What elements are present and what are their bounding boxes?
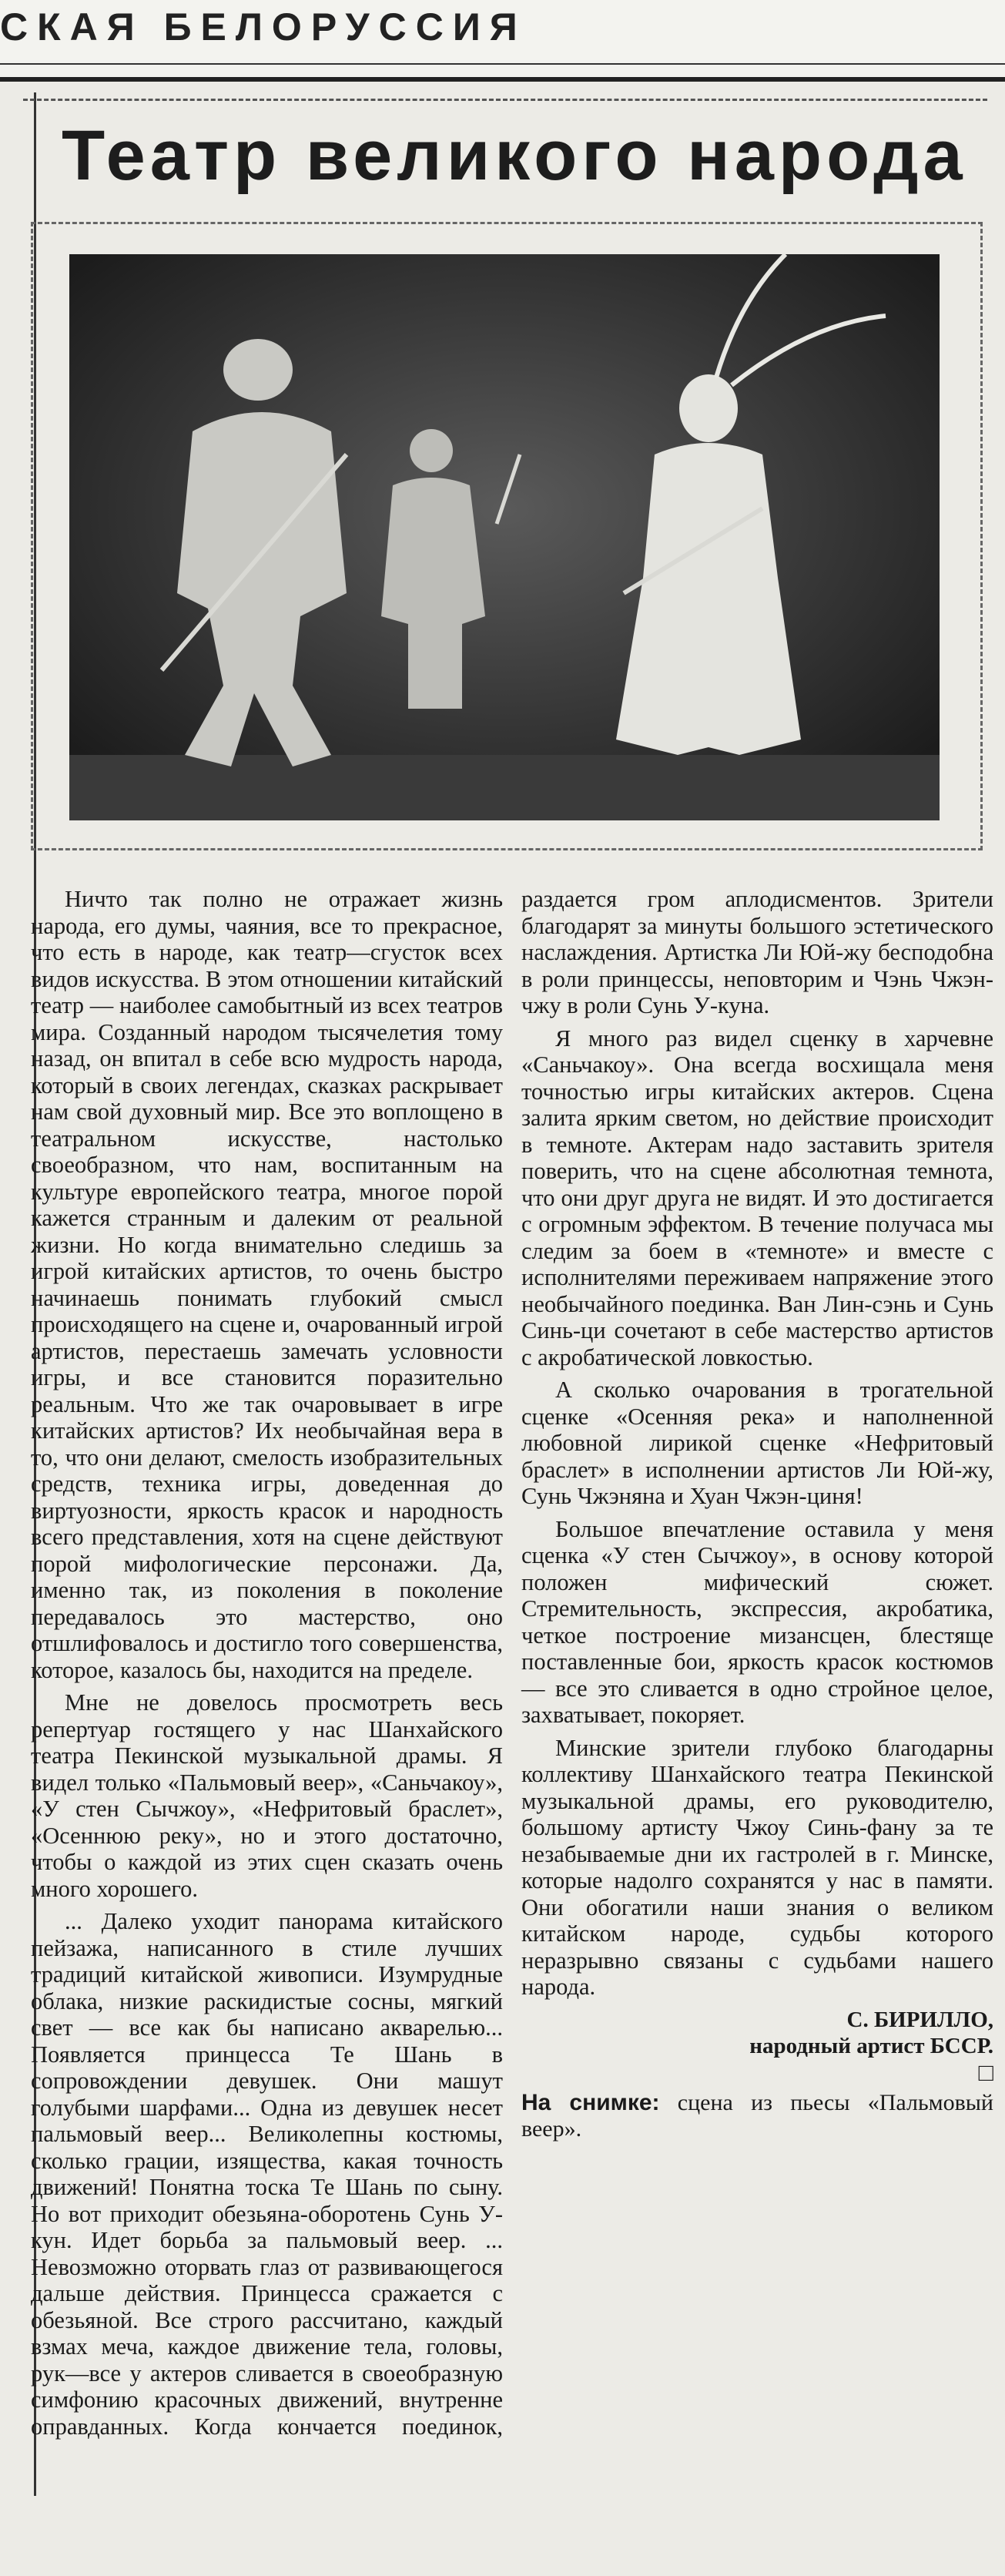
author-title: народный артист БССР. xyxy=(749,2033,993,2058)
stage-photo-illustration xyxy=(69,254,940,820)
stage-photo-image xyxy=(69,254,940,820)
end-mark: □ xyxy=(978,2058,993,2086)
caption-label: На снимке: xyxy=(521,2089,660,2115)
article-paragraph: А сколько очарования в трогательной сценке «Осенняя река» и наполненной любовной лирикой сценке «Нефритовый браслет» в исполнении артистов Ли Юй-жу, Сунь Чжэняна и Хуан Чжэн-циня! xyxy=(521,1377,993,1509)
article-paragraph: Я много раз видел сценку в харчевне «Саньчакоу». Она всегда восхищала меня точностью игры китайских актеров. Сцена залита ярким светом, но действие происходит в темноте. Актерам надо заставить зрителя поверить, что на сцене абсолютная темнота, что они друг друга не видят. И это достигается с огромным эффектом. В течение получаса мы следим за боем в «темноте» и вместе с исполнителями переживаем напряжение этого необычайного поединка. Ван Лин-сэнь и Сунь Синь-ци сочетают в себе мастерство артистов с акробатической ловкостью. xyxy=(521,1025,993,1370)
masthead-title: СКАЯ БЕЛОРУССИЯ xyxy=(0,5,527,49)
article-headline: Театр великого народа xyxy=(62,116,967,195)
photo-caption xyxy=(521,2090,993,2142)
masthead-rule xyxy=(0,63,1005,65)
article-paragraph: ... Далеко уходит панорама китайского пейзажа, написанного в стиле лучших традиций китайской живописи. Изумрудные облака, низкие раскидистые сосны, мягкий свет — все как бы написано акварелью... Появляется принцесса Те Шань в сопровождении девушек. Они машут голубыми шарфами... Одна из девушек несет пальмовый веер... Великолепны костюмы, сколько грации, изящества, какая точность движений! Понятна тоска Те Шань по сыну. Но вот приходит обезьяна-оборотень Сунь У-кун. Идет борьба за пальмовый веер. ... Невозможно оторвать глаз от развивающегося дальше действия. Принцесса сражается с обезьяной. Все строго рассчитано, каждый взмах меча, каждое движение тела, головы, рук—все у актеров сливается в своеобразную симфонию красочных движений, внутренне оправданных. Когда кончается поединок, раздается гром аплодисментов. Зрители благодарят за минуты большого эстетического наслаждения. Артистка Ли Юй-жу бесподобна в роли принцессы, неповторим и Чэнь Чжэн-чжу в роли Сунь У-куна. xyxy=(31,886,993,2440)
author-name: С. БИРИЛЛО, xyxy=(846,2007,993,2032)
article-paragraph: Минские зрители глубоко благодарны коллективу Шанхайского театра Пекинской музыкальной драмы, его руководителю, большому артисту Чжоу Синь-фану за те незабываемые дни их гастролей в г. Минске, которые надолго сохранятся у нас в памяти. Они обогатили наши знания о великом китайском народе, судьбы которого неразрывно связаны с судьбами нашего народа. xyxy=(521,1734,993,2000)
article-paragraph: Большое впечатление оставила у меня сценка «У стен Сычжоу», в основу которой положен мифический сюжет. Стремительность, экспрессия, акробатика, четкое построение мизансцен, блестяще поставленные бои, яркость красок костюмов — все это сливается в одно стройное целое, захватывает, покоряет. xyxy=(521,1515,993,1728)
caption-text: сцена из пьесы «Пальмовый веер». xyxy=(521,2089,993,2142)
article-paragraph: Ничто так полно не отражает жизнь народа, его думы, чаяния, все то прекрасное, что есть в народе, как театр—сгусток всех видов искусства. В этом отношении китайский театр — наиболее самобытный из всех театров мира. Созданный народом тысячелетия тому назад, он впитал в себе всю мудрость народа, который в своих легендах, сказках раскрывает нам свой духовный мир. Все это воплощено в театральном искусстве, настолько своеобразном, что нам, воспитанным на культуре европейского театра, многое порой кажется странным и далеким от реальной жизни. Но когда внимательно следишь за игрой китайских артистов, то очень быстро начинаешь понимать глубокий смысл происходящего на сцене и, очарованный игрой артистов, перестаешь замечать условности игры, и все становится поразительно реальным. Что же так очаровывает в игре китайских артистов? Их необычайная вера в то, что они делают, смелость изобразительных средств, техника игры, доведенная до виртуозности, яркость красок и народность всего представления, хотя на сцене действуют порой мифологические персонажи. Да, именно так, из поколения в поколение передавалось это мастерство, оно отшлифовалось и достигло того совершенства, которое, казалось бы, находится на пределе. xyxy=(31,886,503,1683)
article-paragraph: Мне не довелось просмотреть весь репертуар гостящего у нас Шанхайского театра Пекинской музыкальной драмы. Я видел только «Пальмовый веер», «Саньчакоу», «У стен Сычжоу», «Нефритовый браслет», «Осеннюю реку», но и этого достаточно, чтобы о каждой из этих сцен сказать очень много хорошего. xyxy=(31,1689,503,1902)
newspaper-masthead xyxy=(0,0,1005,82)
article-body xyxy=(31,886,993,2465)
